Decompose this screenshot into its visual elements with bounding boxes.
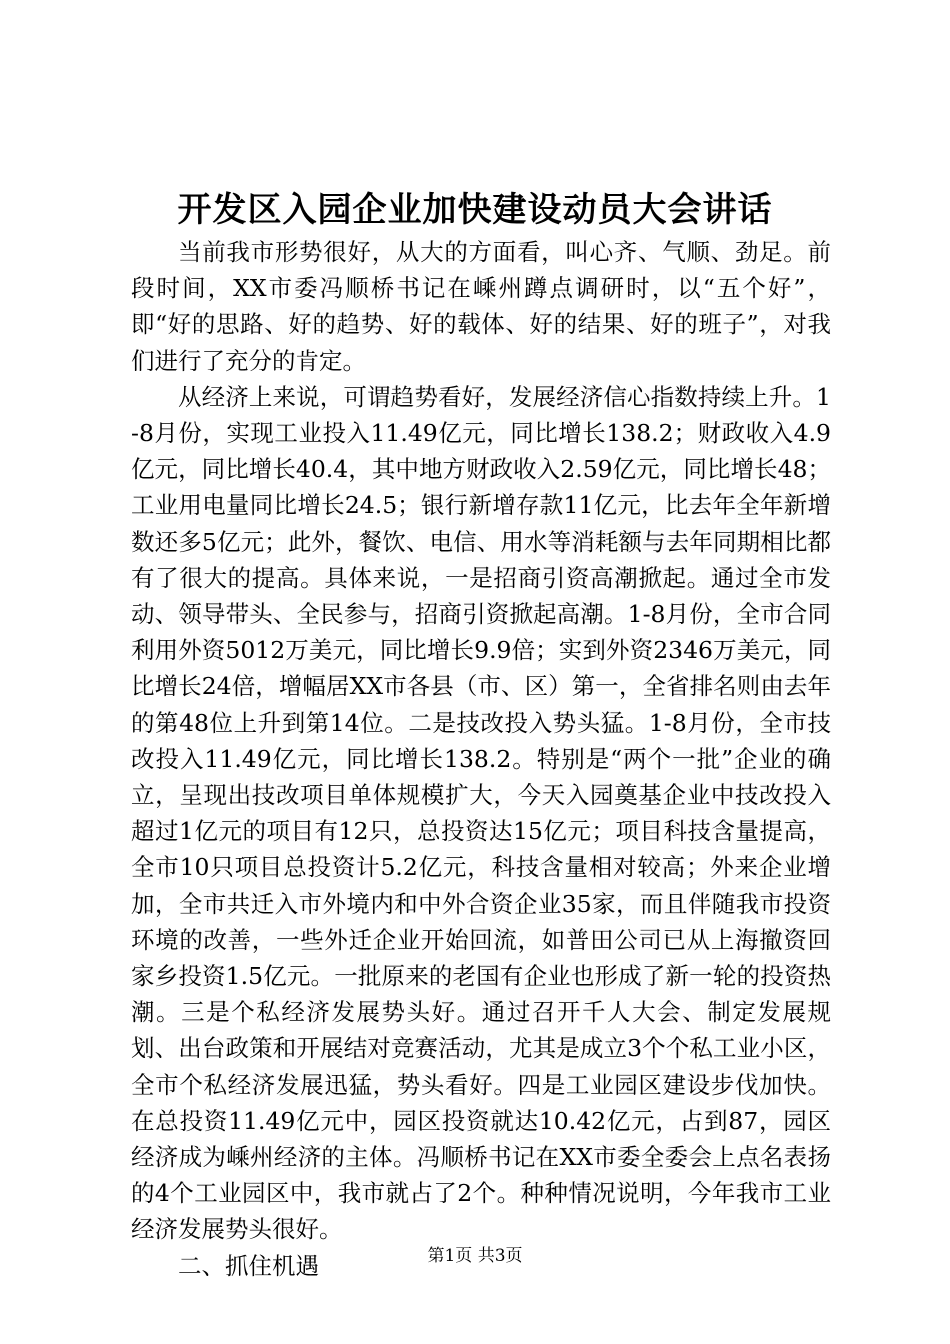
page-footer: 第1页 共3页 xyxy=(427,1246,523,1266)
section-heading: 二、抓住机遇 xyxy=(178,1251,319,1280)
document-body xyxy=(131,234,831,1284)
paragraph-intro: 当前我市形势很好，从大的方面看，叫心齐、气顺、劲足。前段时间，XX市委冯顺桥书记在嵊州蹲点调研时，以“五个好”，即“好的思路、好的趋势、好的载体、好的结果、好的班子”，对我们进行了充分的肯定。 xyxy=(131,238,831,375)
document-title: 开发区入园企业加快建设动员大会讲话 xyxy=(177,190,773,230)
paragraph-economy: 从经济上来说，可谓趋势看好，发展经济信心指数持续上升。1-8月份，实现工业投入11.49亿元，同比增长138.2；财政收入4.9亿元，同比增长40.4，其中地方财政收入2.59亿元，同比增长48；工业用电量同比增长24.5；银行新增存款11亿元，比去年全年新增数还多5亿元；此外，餐饮、电信、用水等消耗额与去年同期相比都有了很大的提高。具体来说，一是招商引资高潮掀起。通过全市发动、领导带头、全民参与，招商引资掀起高潮。1-8月份，全市合同利用外资5012万美元，同比增长9.9倍；实到外资2346万美元，同比增长24倍，增幅居XX市各县（市、区）第一，全省排名则由去年的第48位上升到第14位。二是技改投入势头猛。1-8月份，全市技改投入11.49亿元，同比增长138.2。特别是“两个一批”企业的确立，呈现出技改项目单体规模扩大，今天入园奠基企业中技改投入超过1亿元的项目有12只，总投资达15亿元；项目科技含量提高，全市10只项目总投资计5.2亿元，科技含量相对较高；外来企业增加，全市共迁入市外境内和中外合资企业35家，而且伴随我市投资环境的改善，一些外迁企业开始回流，如普田公司已从上海撤资回家乡投资1.5亿元。一批原来的老国有企业也形成了新一轮的投资热潮。三是个私经济发展势头好。通过召开千人大会、制定发展规划、出台政策和开展结对竞赛活动，尤其是成立3个个私工业小区，全市个私经济发展迅猛，势头看好。四是工业园区建设步伐加快。在总投资11.49亿元中，园区投资就达10.42亿元，占到87，园区经济成为嵊州经济的主体。冯顺桥书记在XX市委全委会上点名表扬的4个工业园区中，我市就占了2个。种种情况说明，今年我市工业经济发展势头很好。 xyxy=(131,382,831,1244)
